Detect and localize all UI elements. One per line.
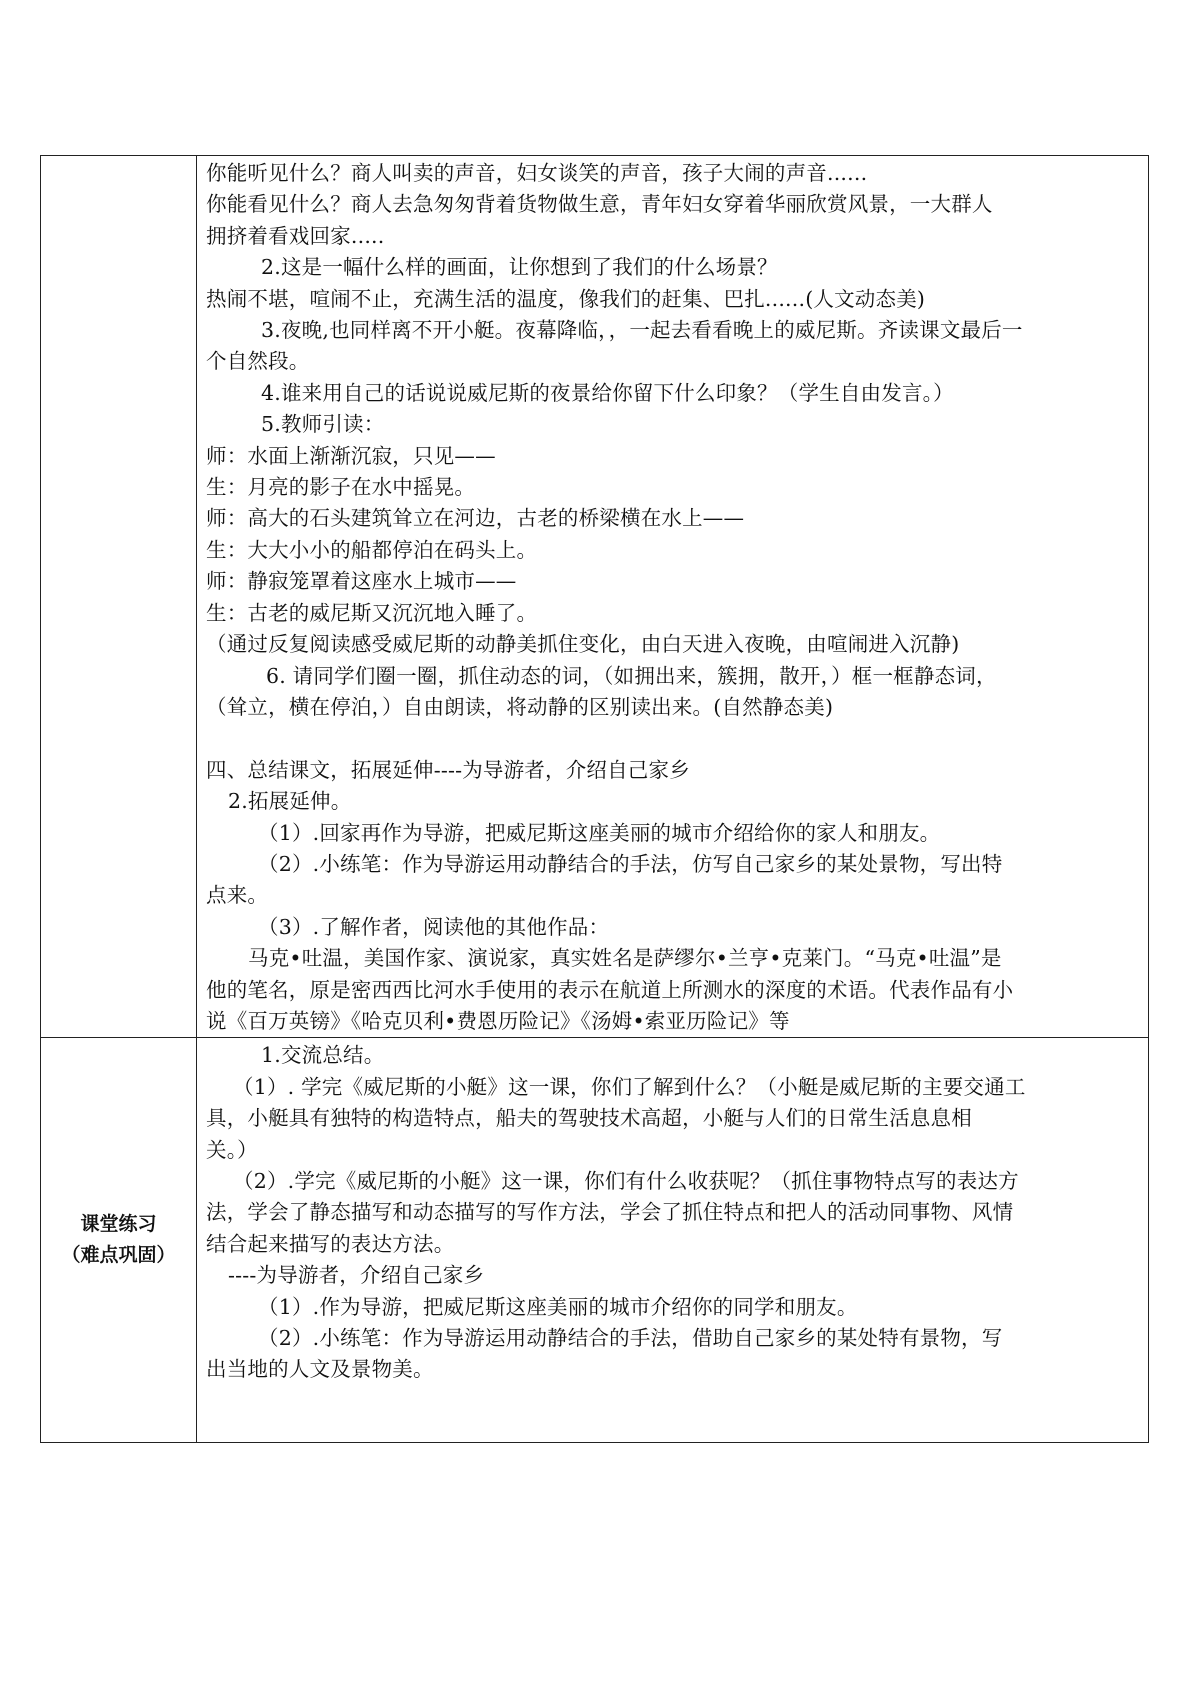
section-label xyxy=(41,1038,196,1442)
table-row xyxy=(41,156,1149,1038)
text-line: 结合起来描写的表达方法。 xyxy=(206,1231,455,1256)
text-line: （1）.作为导游，把威尼斯这座美丽的城市介绍你的同学和朋友。 xyxy=(258,1294,858,1319)
text-line: 关。） xyxy=(206,1137,258,1162)
text-line: 你能听见什么？商人叫卖的声音，妇女谈笑的声音，孩子大闹的声音...... xyxy=(206,161,868,185)
text-line: （通过反复阅读感受威尼斯的动静美抓住变化，由白天进入夜晚，由喧闹进入沉静) xyxy=(206,632,960,657)
text-line: 2.拓展延伸。 xyxy=(228,789,352,814)
text-line: 师：水面上渐渐沉寂，只见—— xyxy=(206,443,496,468)
text-line: 师：高大的石头建筑耸立在河边，古老的桥梁横在水上—— xyxy=(206,506,745,531)
text-line: （2）.学完《威尼斯的小艇》这一课，你们有什么收获呢？（抓住事物特点写的表达方 xyxy=(233,1168,1019,1193)
text-line: 6. 请同学们圈一圈，抓住动态的词，（如拥出来，簇拥，散开，）框一框静态词， xyxy=(266,663,997,688)
text-line: 他的笔名，原是密西西比河水手使用的表示在航道上所测水的深度的术语。代表作品有小 xyxy=(206,977,1014,1002)
lesson-plan-table xyxy=(40,155,1149,1443)
section-label-title: 课堂练习 xyxy=(80,1213,157,1236)
section-label-cell xyxy=(41,1038,197,1443)
text-line: 点来。 xyxy=(206,883,269,908)
text-line: （耸立，横在停泊，）自由朗读，将动静的区别读出来。(自然静态美) xyxy=(206,694,834,719)
text-line: （3）.了解作者，阅读他的其他作品： xyxy=(258,914,610,939)
section-content-cell xyxy=(197,1038,1149,1443)
text-line: 出当地的人文及景物美。 xyxy=(206,1357,434,1382)
blank-line xyxy=(206,723,1142,754)
section-heading: 四、总结课文，拓展延伸----为导游者，介绍自己家乡 xyxy=(206,757,690,782)
text-line: 生：古老的威尼斯又沉沉地入睡了。 xyxy=(206,600,538,625)
text-line: 拥挤着看戏回家..... xyxy=(206,223,385,248)
text-line: （2）.小练笔：作为导游运用动静结合的手法，仿写自己家乡的某处景物，写出特 xyxy=(258,851,1003,876)
text-line: （1）.回家再作为导游，把威尼斯这座美丽的城市介绍给你的家人和朋友。 xyxy=(258,820,941,845)
text-line: 生：大大小小的船都停泊在码头上。 xyxy=(206,537,538,562)
text-line: 生：月亮的影子在水中摇晃。 xyxy=(206,475,476,500)
text-line: 马克•吐温，美国作家、演说家，真实姓名是萨缪尔•兰亨•克莱门。“马克•吐温”是 xyxy=(248,946,1002,971)
teaching-process-content xyxy=(197,156,1148,1037)
text-line: 具，小艇具有独特的构造特点，船夫的驾驶技术高超，小艇与人们的日常生活息息相 xyxy=(206,1106,972,1131)
table-row xyxy=(41,1038,1149,1443)
text-line: 法，学会了静态描写和动态描写的写作方法，学会了抓住特点和把人的活动同事物、风情 xyxy=(206,1200,1014,1225)
text-line: 热闹不堪，喧闹不止，充满生活的温度，像我们的赶集、巴扎......(人文动态美) xyxy=(206,286,926,311)
section-label-cell-empty xyxy=(41,156,197,1038)
text-line: 5.教师引读： xyxy=(261,412,385,437)
section-content-cell xyxy=(197,156,1149,1038)
text-line: （1）. 学完《威尼斯的小艇》这一课，你们了解到什么？（小艇是威尼斯的主要交通工 xyxy=(233,1074,1026,1099)
text-line: （2）.小练笔：作为导游运用动静结合的手法，借助自己家乡的某处特有景物，写 xyxy=(258,1326,1003,1351)
text-line: 说《百万英镑》《哈克贝利•费恩历险记》《汤姆•索亚历险记》等 xyxy=(206,1008,790,1033)
text-line: 师：静寂笼罩着这座水上城市—— xyxy=(206,569,517,594)
text-line: 4.谁来用自己的话说说威尼斯的夜景给你留下什么印象？（学生自由发言。） xyxy=(261,380,954,405)
text-line: 3.夜晚,也同样离不开小艇。夜幕降临，，一起去看看晚上的威尼斯。齐读课文最后一 xyxy=(261,318,1023,343)
classroom-practice-content xyxy=(197,1038,1148,1385)
section-label-subtitle: （难点巩固） xyxy=(61,1244,176,1267)
text-line: 你能看见什么？商人去急匆匆背着货物做生意，青年妇女穿着华丽欣赏风景，一大群人 xyxy=(206,192,993,217)
text-line: 个自然段。 xyxy=(206,349,310,374)
text-line: 1.交流总结。 xyxy=(261,1043,385,1068)
text-line: ----为导游者，介绍自己家乡 xyxy=(228,1263,485,1288)
text-line: 2.这是一幅什么样的画面，让你想到了我们的什么场景？ xyxy=(261,255,778,280)
